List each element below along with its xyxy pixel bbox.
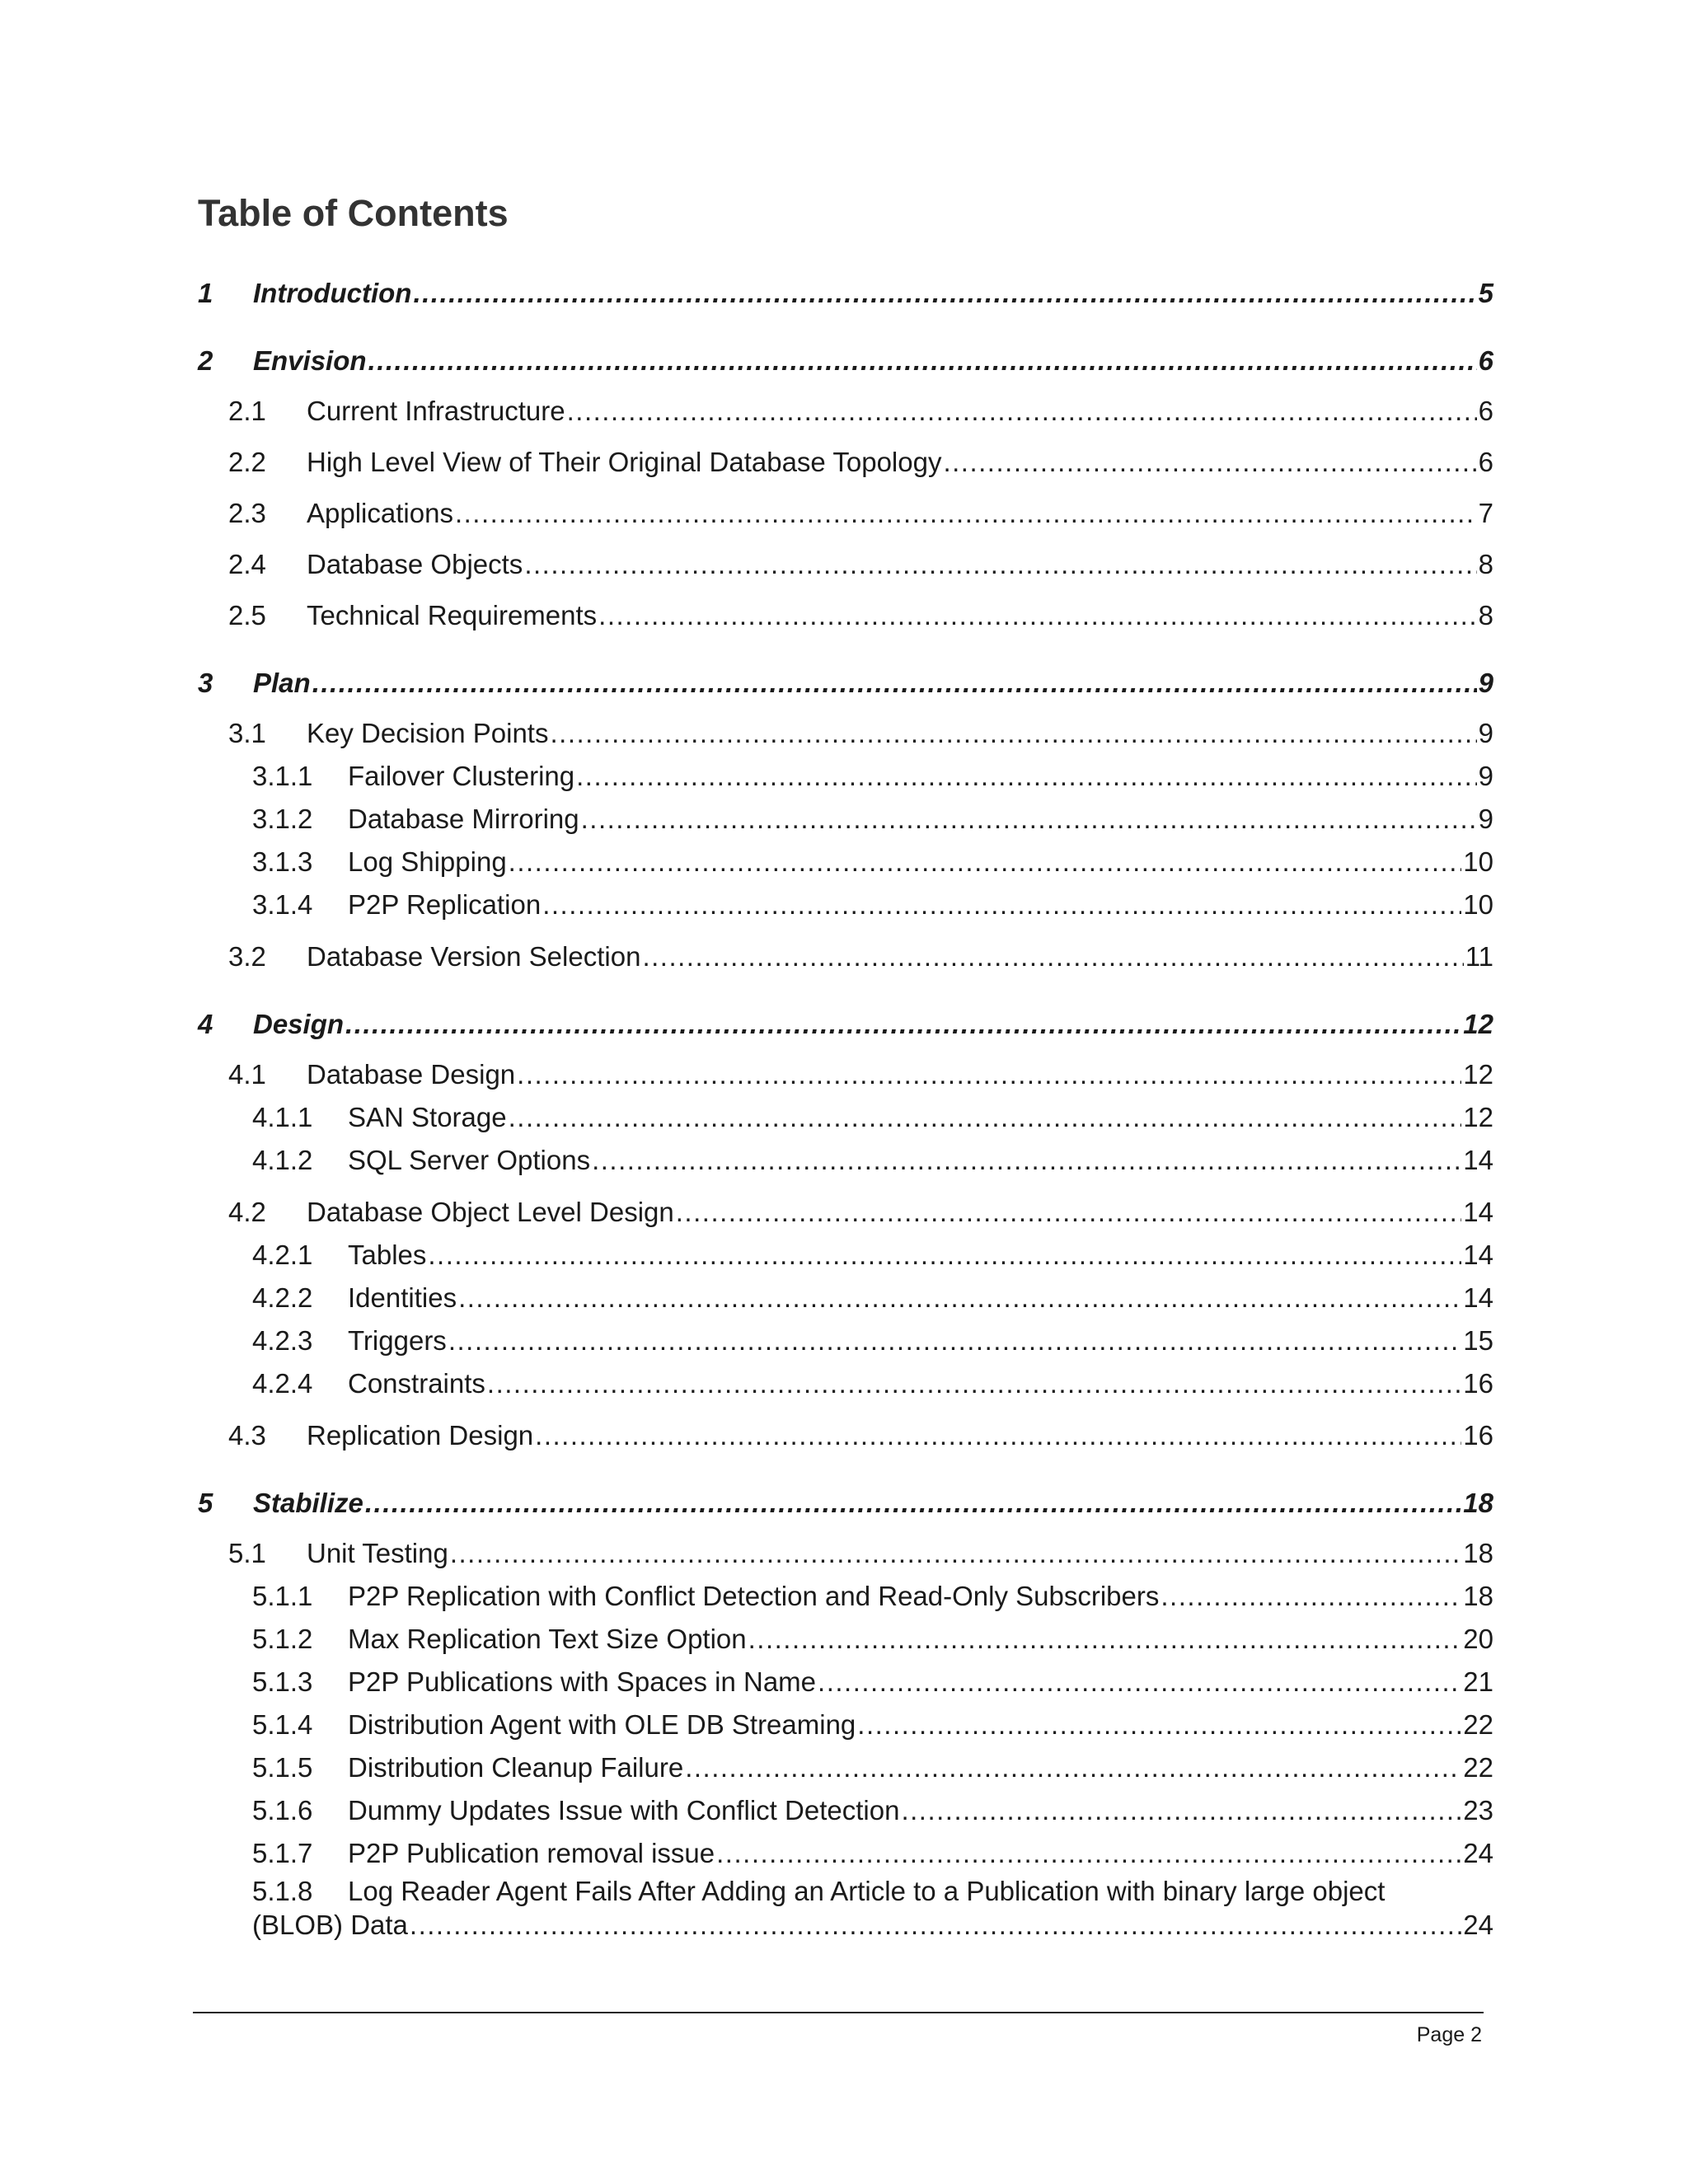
toc-entry-number: 5.1.8: [252, 1876, 313, 1906]
toc-dot-leader: [592, 1143, 1461, 1178]
toc-entry-number: 4.2.2: [252, 1282, 313, 1313]
toc-entry-page: 14: [1463, 1240, 1493, 1270]
toc-entry[interactable]: [0, 1536, 1688, 1571]
toc-entry-number: 3.2: [228, 941, 266, 972]
toc-entry-page: 5: [1478, 278, 1493, 308]
toc-dot-leader: [509, 1100, 1462, 1135]
toc-entry-page: 18: [1463, 1538, 1493, 1568]
toc-entry-number: 3.1: [228, 718, 266, 748]
toc-entry-number: 4: [198, 1009, 213, 1039]
toc-entry[interactable]: [0, 1836, 1688, 1871]
toc-dot-leader: [818, 1665, 1461, 1699]
toc-dot-leader: [524, 547, 1476, 582]
toc-dot-leader: [450, 1536, 1461, 1571]
toc-entry-number: 2.1: [228, 396, 266, 426]
toc-entry[interactable]: [0, 276, 1688, 311]
toc-entry[interactable]: [0, 1874, 1688, 1909]
toc-entry-text: Applications: [307, 498, 453, 528]
toc-entry-number: 5.1.7: [252, 1838, 313, 1868]
toc-entry-page: 9: [1478, 668, 1493, 698]
toc-entry-page: 14: [1463, 1145, 1493, 1175]
toc-entry-number: 5: [198, 1488, 213, 1518]
toc-entry-page: 12: [1463, 1059, 1493, 1090]
toc-entry-page: 9: [1478, 718, 1493, 748]
toc-entry-page: 9: [1478, 761, 1493, 791]
toc-entry[interactable]: [0, 547, 1688, 582]
toc-entry[interactable]: [0, 1324, 1688, 1358]
toc-entry-number: 5.1.5: [252, 1752, 313, 1783]
toc-entry-text: P2P Publications with Spaces in Name: [348, 1666, 817, 1697]
toc-entry-page: 7: [1478, 498, 1493, 528]
toc-entry-page: 9: [1478, 804, 1493, 834]
toc-entry-text: Log Reader Agent Fails After Adding an Article to a Publication with binary large object: [348, 1876, 1386, 1906]
toc-dot-leader: [581, 802, 1477, 837]
toc-dot-leader: [550, 716, 1476, 751]
toc-entry[interactable]: [0, 1057, 1688, 1092]
toc-entry-text: (BLOB) Data: [252, 1910, 408, 1940]
toc-entry[interactable]: [0, 759, 1688, 794]
toc-entry-text: Technical Requirements: [307, 600, 598, 630]
toc-dot-leader: [455, 496, 1477, 531]
toc-dot-leader: [642, 940, 1463, 974]
toc-entry-text: Tables: [348, 1240, 427, 1270]
toc-entry-number: 4.2.4: [252, 1368, 313, 1399]
toc-entry-text: Distribution Cleanup Failure: [348, 1752, 684, 1783]
toc-entry-number: 3.1.3: [252, 846, 313, 877]
toc-entry[interactable]: [0, 666, 1688, 701]
toc-entry[interactable]: [0, 716, 1688, 751]
toc-dot-leader: [368, 344, 1477, 378]
toc-entry-number: 3: [198, 668, 213, 698]
toc-entry[interactable]: [0, 940, 1688, 974]
toc-entry-text: Current Infrastructure: [307, 396, 565, 426]
toc-entry-text: Database Objects: [307, 549, 523, 579]
toc-entry-page: 24: [1463, 1910, 1493, 1940]
toc-entry-page: 14: [1463, 1197, 1493, 1227]
toc-entry-text: Triggers: [348, 1325, 447, 1356]
toc-dot-leader: [598, 598, 1476, 633]
toc-entry-text: Replication Design: [307, 1420, 534, 1451]
toc-title: Table of Contents: [198, 192, 509, 234]
toc-dot-leader: [345, 1007, 1461, 1042]
toc-entry-number: 5.1.2: [252, 1624, 313, 1654]
toc-dot-leader: [458, 1281, 1461, 1315]
toc-entry-number: 4.2: [228, 1197, 266, 1227]
toc-entry-number: 5.1.3: [252, 1666, 313, 1697]
toc-entry-text: Log Shipping: [348, 846, 507, 877]
toc-entry-page: 23: [1463, 1795, 1493, 1825]
toc-dot-leader: [901, 1793, 1461, 1828]
toc-entry[interactable]: [0, 1281, 1688, 1315]
toc-entry-page: 18: [1463, 1488, 1493, 1518]
toc-entry-page: 24: [1463, 1838, 1493, 1868]
toc-entry-page: 18: [1463, 1581, 1493, 1611]
toc-entry[interactable]: [0, 1418, 1688, 1453]
toc-entry-text: Database Mirroring: [348, 804, 579, 834]
toc-dot-leader: [428, 1238, 1461, 1272]
toc-entry-text: Database Design: [307, 1059, 516, 1090]
toc-entry[interactable]: [0, 1793, 1688, 1828]
toc-entry-text: SQL Server Options: [348, 1145, 591, 1175]
toc-entry-text: Constraints: [348, 1368, 485, 1399]
toc-entry[interactable]: [0, 1195, 1688, 1230]
toc-entry[interactable]: [0, 496, 1688, 531]
toc-entry-page: 20: [1463, 1624, 1493, 1654]
toc-entry-number: 4.1.2: [252, 1145, 313, 1175]
toc-entry-text: Identities: [348, 1282, 457, 1313]
toc-entry[interactable]: [0, 344, 1688, 378]
toc-entry-page: 11: [1465, 941, 1493, 972]
toc-dot-leader: [535, 1418, 1461, 1453]
toc-dot-leader: [1160, 1579, 1461, 1614]
toc-dot-leader: [567, 394, 1477, 429]
toc-entry-page: 14: [1463, 1282, 1493, 1313]
toc-entry-number: 3.1.4: [252, 889, 313, 920]
toc-entry-page: 22: [1463, 1752, 1493, 1783]
toc-entry-text: P2P Replication: [348, 889, 542, 920]
toc-entry[interactable]: [0, 845, 1688, 879]
toc-entry[interactable]: [0, 394, 1688, 429]
toc-entry-number: 5.1.4: [252, 1709, 313, 1740]
toc-entry-number: 4.1: [228, 1059, 266, 1090]
toc-dot-leader: [542, 888, 1461, 922]
toc-entry[interactable]: [0, 1100, 1688, 1135]
toc-entry[interactable]: [0, 1143, 1688, 1178]
toc-entry-page: 12: [1463, 1009, 1493, 1039]
toc-entry-text: High Level View of Their Original Database Topology: [307, 447, 942, 477]
toc-entry-text: Key Decision Points: [307, 718, 549, 748]
toc-entry-page: 10: [1463, 846, 1493, 877]
toc-entry[interactable]: [0, 1366, 1688, 1401]
toc-dot-leader: [857, 1708, 1461, 1742]
toc-dot-leader: [517, 1057, 1461, 1092]
toc-entry[interactable]: [0, 445, 1688, 480]
toc-entry[interactable]: [0, 1750, 1688, 1785]
toc-entry-number: 4.2.3: [252, 1325, 313, 1356]
toc-entry-text: Distribution Agent with OLE DB Streaming: [348, 1709, 856, 1740]
toc-dot-leader: [413, 276, 1476, 311]
toc-entry-page: 16: [1463, 1420, 1493, 1451]
toc-entry-number: 2: [198, 345, 213, 376]
toc-dot-leader: [576, 759, 1477, 794]
toc-entry[interactable]: [0, 1238, 1688, 1272]
toc-entry-text: P2P Publication removal issue: [348, 1838, 715, 1868]
toc-dot-leader: [685, 1750, 1461, 1785]
toc-entry-text: Plan: [253, 668, 311, 698]
toc-entry-number: 4.1.1: [252, 1102, 313, 1132]
toc-entry[interactable]: [0, 802, 1688, 837]
toc-entry-page: 12: [1463, 1102, 1493, 1132]
toc-entry[interactable]: [0, 1665, 1688, 1699]
toc-entry-page: 6: [1478, 345, 1493, 376]
toc-dot-leader: [410, 1908, 1461, 1943]
toc-entry[interactable]: [0, 598, 1688, 633]
toc-entry[interactable]: [0, 1007, 1688, 1042]
toc-entry-text: Database Version Selection: [307, 941, 641, 972]
toc-dot-leader: [509, 845, 1462, 879]
toc-entry[interactable]: [0, 1708, 1688, 1742]
toc-entry-text: Database Object Level Design: [307, 1197, 674, 1227]
toc-entry-number: 5.1.6: [252, 1795, 313, 1825]
toc-entry-text: SAN Storage: [348, 1102, 507, 1132]
toc-entry[interactable]: [0, 888, 1688, 922]
toc-entry-number: 5.1: [228, 1538, 266, 1568]
toc-entry-number: 4.2.1: [252, 1240, 313, 1270]
toc-entry-number: 4.3: [228, 1420, 266, 1451]
toc-entry[interactable]: [0, 1622, 1688, 1657]
toc-entry-number: 3.1.1: [252, 761, 313, 791]
toc-entry-page: 16: [1463, 1368, 1493, 1399]
toc-entry-page: 8: [1478, 549, 1493, 579]
toc-entry-page: 8: [1478, 600, 1493, 630]
toc-dot-leader: [716, 1836, 1461, 1871]
toc-dot-leader: [676, 1195, 1462, 1230]
toc-dot-leader: [448, 1324, 1461, 1358]
toc-entry-text: Introduction: [253, 278, 412, 308]
toc-entry-text: Dummy Updates Issue with Conflict Detection: [348, 1795, 900, 1825]
toc-entry-number: 5.1.1: [252, 1581, 313, 1611]
page-number: Page 2: [1416, 2023, 1482, 2046]
toc-dot-leader: [943, 445, 1476, 480]
toc-entry-number: 2.5: [228, 600, 266, 630]
toc-dot-leader: [487, 1366, 1461, 1401]
toc-entry-number: 1: [198, 278, 213, 308]
toc-entry-page: 6: [1478, 396, 1493, 426]
toc-entry-text: Unit Testing: [307, 1538, 448, 1568]
toc-entry-page: 15: [1463, 1325, 1493, 1356]
toc-entry-page: 10: [1463, 889, 1493, 920]
toc-entry-number: 2.2: [228, 447, 266, 477]
toc-entry-text: Envision: [253, 345, 367, 376]
toc-entry-continuation[interactable]: [0, 1908, 1688, 1943]
toc-entry-number: 2.3: [228, 498, 266, 528]
footer-rule: [193, 2012, 1484, 2013]
toc-entry-text: Design: [253, 1009, 345, 1039]
toc-dot-leader: [365, 1486, 1461, 1521]
toc-entry[interactable]: [0, 1486, 1688, 1521]
toc-entry-number: 3.1.2: [252, 804, 313, 834]
toc-entry-page: 22: [1463, 1709, 1493, 1740]
toc-entry-number: 2.4: [228, 549, 266, 579]
toc-entry-text: P2P Replication with Conflict Detection and Read-Only Subscribers: [348, 1581, 1160, 1611]
toc-entry-text: Failover Clustering: [348, 761, 575, 791]
toc-entry-text: Max Replication Text Size Option: [348, 1624, 747, 1654]
toc-entry-page: 6: [1478, 447, 1493, 477]
toc-entry-text: Stabilize: [253, 1488, 363, 1518]
toc-dot-leader: [312, 666, 1477, 701]
toc-entry[interactable]: [0, 1579, 1688, 1614]
toc-dot-leader: [748, 1622, 1462, 1657]
toc-entry-page: 21: [1463, 1666, 1493, 1697]
